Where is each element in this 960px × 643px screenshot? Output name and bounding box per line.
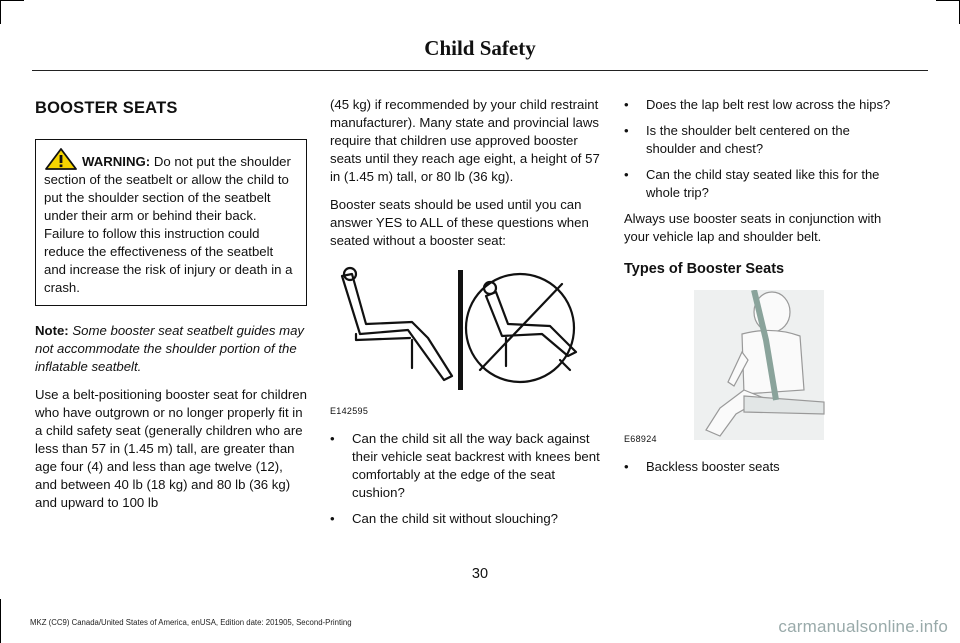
manufacturer-paragraph: (45 kg) if recommended by your child restraint manufacturer). Many state and provincial laws require that children use approved booster seats until they reach age eight, a height of 57 in (1.45 m) tall, or 80 lb (36 kg). xyxy=(330,97,600,184)
column-3 xyxy=(624,96,896,484)
note-text: Some booster seat seatbelt guides may not accommodate the shoulder portion of the inflatable seatbelt. xyxy=(35,323,305,374)
header-rule xyxy=(32,70,928,71)
section-title: BOOSTER SEATS xyxy=(35,99,178,117)
list-item xyxy=(624,166,896,202)
page-header-title: Child Safety xyxy=(424,36,536,60)
bullet-dot: • xyxy=(624,459,629,474)
backless-booster-illustration xyxy=(624,290,896,448)
crop-mark-top-left-v xyxy=(0,0,1,24)
figure-seat-positions xyxy=(330,260,602,420)
list-item xyxy=(624,122,896,158)
list-item xyxy=(624,458,896,476)
bullet-text: Is the shoulder belt centered on the shoulder and chest? xyxy=(646,123,850,156)
footer-text: MKZ (CC9) Canada/United States of America, enUSA, Edition date: 201905, Second-Printing xyxy=(30,618,352,627)
bullet-text: Can the child sit all the way back against their vehicle seat backrest with knees bent comfortably at the edge of the seat cushion? xyxy=(352,431,600,500)
types-heading: Types of Booster Seats xyxy=(624,261,785,277)
crop-mark-top-left-h xyxy=(0,0,24,1)
column-2 xyxy=(330,96,602,536)
column-1 xyxy=(35,96,307,522)
bullet-dot: • xyxy=(624,167,629,182)
bullet-dot: • xyxy=(330,431,335,446)
figure-code: E68924 xyxy=(624,434,657,444)
list-item xyxy=(330,510,602,528)
bullet-dot: • xyxy=(624,97,629,112)
list-item xyxy=(624,96,896,114)
bullet-dot: • xyxy=(624,123,629,138)
figure-backless-booster xyxy=(624,290,896,448)
crop-mark-top-right-h xyxy=(936,0,960,1)
warning-triangle-icon xyxy=(44,148,78,170)
note-label: Note: xyxy=(35,323,69,338)
bullet-dot: • xyxy=(330,511,335,526)
booster-usage-paragraph: Use a belt-positioning booster seat for children who have outgrown or no longer properly fit in a child safety seat (generally children who are less than 57 in (1.45 m) tall, are greater than age four (4) and less than age twelve (12), and between 40 lb (18 kg) and 80 lb (36 kg) and upward to 100 lb xyxy=(35,387,307,510)
warning-box xyxy=(35,139,307,306)
warning-label: WARNING: xyxy=(82,154,151,169)
bullet-text: Can the child sit without slouching? xyxy=(352,511,558,526)
note-paragraph xyxy=(35,322,307,376)
page-number: 30 xyxy=(471,566,489,582)
conjunction-paragraph: Always use booster seats in conjunction with your vehicle lap and shoulder belt. xyxy=(624,211,882,244)
seat-position-illustration xyxy=(330,260,602,420)
bullet-text: Does the lap belt rest low across the hips? xyxy=(646,97,891,112)
watermark: carmanualsonline.info xyxy=(778,617,948,636)
warning-text: Do not put the shoulder section of the seatbelt or allow the child to put the shoulder section of the seatbelt under their arm or behind their back. Failure to follow this instruction could reduce the effectiveness of the seatbelt and increase the risk of injury or death in a crash. xyxy=(44,154,293,295)
crop-mark-bottom-left-v xyxy=(0,599,1,643)
figure-code: E142595 xyxy=(330,406,369,416)
list-item xyxy=(330,430,602,502)
bullet-text: Can the child stay seated like this for the whole trip? xyxy=(646,167,880,200)
booster-questions-paragraph: Booster seats should be used until you can answer YES to ALL of these questions when seated without a booster seat: xyxy=(330,197,589,248)
bullet-text: Backless booster seats xyxy=(646,459,780,474)
